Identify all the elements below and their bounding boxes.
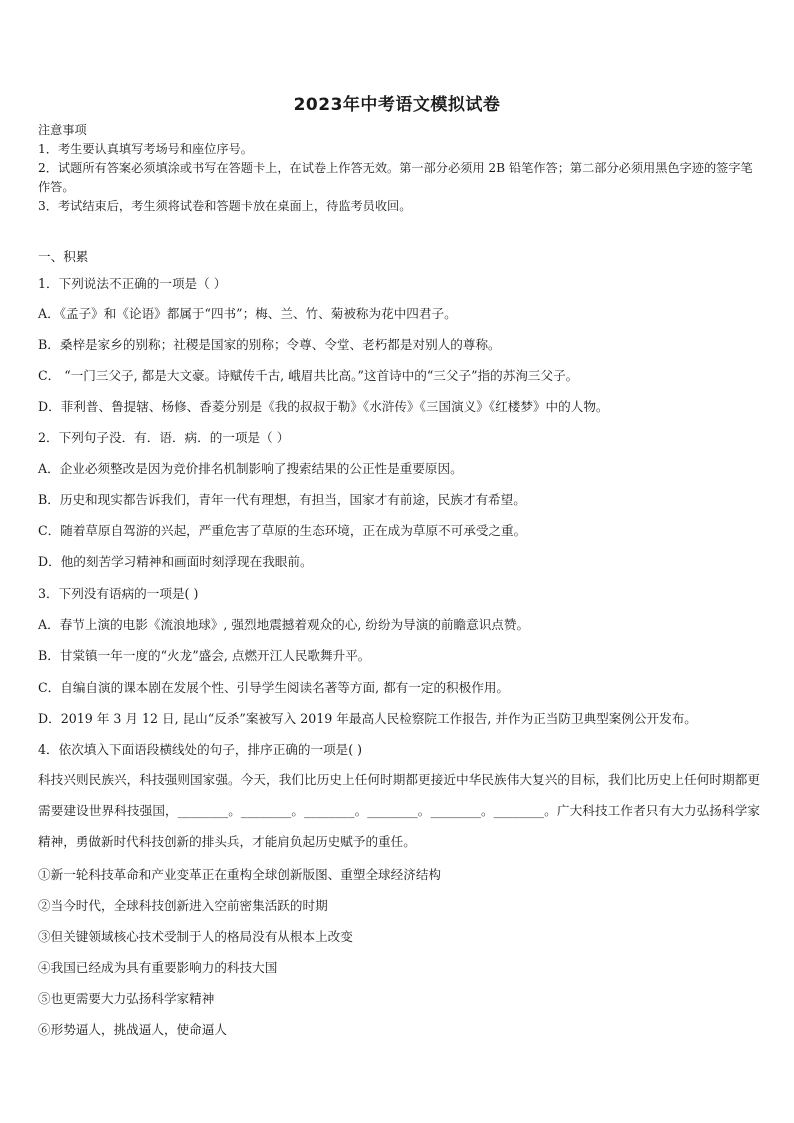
notice-block bbox=[38, 121, 760, 216]
q4-item-4: ④我国已经成为具有重要影响力的科技大国 bbox=[38, 960, 278, 975]
q1-option-d: D．菲利普、鲁提辖、杨修、香菱分别是《我的叔叔于勒》《水浒传》《三国演义》《红楼梦》中的人物。 bbox=[38, 399, 609, 414]
section-heading: 一、积累 bbox=[38, 249, 89, 264]
q4-item-3: ③但关键领域核心技术受制于人的格局没有从根本上改变 bbox=[38, 929, 353, 944]
q2-option-a: A．企业必须整改是因为竞价排名机制影响了搜索结果的公正性是重要原因。 bbox=[38, 461, 463, 476]
q1-stem: 1．下列说法不正确的一项是（ ） bbox=[38, 276, 227, 291]
exam-title: 2023年中考语文模拟试卷 bbox=[293, 95, 501, 115]
q4-item-2: ②当今时代，全球科技创新进入空前密集活跃的时期 bbox=[38, 898, 328, 913]
q4-passage: 科技兴则民族兴，科技强则国家强。今天，我们比历史上任何时期都更接近中华民族伟大复兴的目标，我们比历史上任何时期都更需要建设世界科技强国，________。________。________。________。________。________。广大科技工作者只有大力弘扬科学家精神，勇做新时代科技创新的排头兵，才能肩负起历史赋予的重任。 bbox=[38, 772, 760, 849]
q1-option-b: B．桑梓是家乡的别称；社稷是国家的别称；令尊、令堂、老朽都是对别人的尊称。 bbox=[38, 337, 501, 352]
q3-option-d: D．2019 年 3 月 12 日, 昆山“反杀”案被写入 2019 年最高人民检察院工作报告, 并作为正当防卫典型案例公开发布。 bbox=[38, 711, 697, 726]
q2-stem: 2．下列句子没．有．语．病．的一项是（ ） bbox=[38, 430, 290, 445]
notice-heading: 注意事项 bbox=[38, 123, 87, 137]
q3-stem: 3．下列没有语病的一项是( ) bbox=[38, 586, 199, 601]
q2-option-c: C．随着草原自驾游的兴起，严重危害了草原的生态环境，正在成为草原不可承受之重。 bbox=[38, 523, 527, 538]
q3-option-b: B．甘棠镇一年一度的“火龙”盛会, 点燃开江人民歌舞升平。 bbox=[38, 648, 371, 663]
q3-option-c: C．自编自演的课本剧在发展个性、引导学生阅读名著等方面, 都有一定的积极作用。 bbox=[38, 680, 510, 695]
q3-option-a: A．春节上演的电影《流浪地球》, 强烈地震撼着观众的心, 纷纷为导演的前瞻意识点赞。 bbox=[38, 617, 530, 632]
q2-option-d: D．他的刻苦学习精神和画面时刻浮现在我眼前。 bbox=[38, 554, 313, 569]
q1-option-a: A．《孟子》和《论语》都属于“四书”；梅、兰、竹、菊被称为花中四君子。 bbox=[38, 306, 457, 321]
q4-item-1: ①新一轮科技革命和产业变革正在重构全球创新版图、重塑全球经济结构 bbox=[38, 867, 441, 882]
q4-stem: 4．依次填入下面语段横线处的句子，排序正确的一项是( ) bbox=[38, 742, 363, 757]
notice-item-2: 2．试题所有答案必须填涂或书写在答题卡上，在试卷上作答无效。第一部分必须用 2B 铅笔作答；第二部分必须用黑色字迹的签字笔作答。 bbox=[38, 161, 753, 194]
notice-item-1: 1．考生要认真填写考场号和座位序号。 bbox=[38, 142, 253, 156]
notice-item-3: 3．考试结束后，考生须将试卷和答题卡放在桌面上，待监考员收回。 bbox=[38, 199, 412, 213]
q2-option-b: B．历史和现实都告诉我们，青年一代有理想，有担当，国家才有前途，民族才有希望。 bbox=[38, 492, 526, 507]
q4-item-5: ⑤也更需要大力弘扬科学家精神 bbox=[38, 991, 215, 1006]
q1-option-c: C． “一门三父子, 都是大文豪。诗赋传千古, 峨眉共比高。”这首诗中的“三父子”指的苏洵三父子。 bbox=[38, 368, 579, 383]
q4-item-6: ⑥形势逼人，挑战逼人，使命逼人 bbox=[38, 1022, 227, 1037]
